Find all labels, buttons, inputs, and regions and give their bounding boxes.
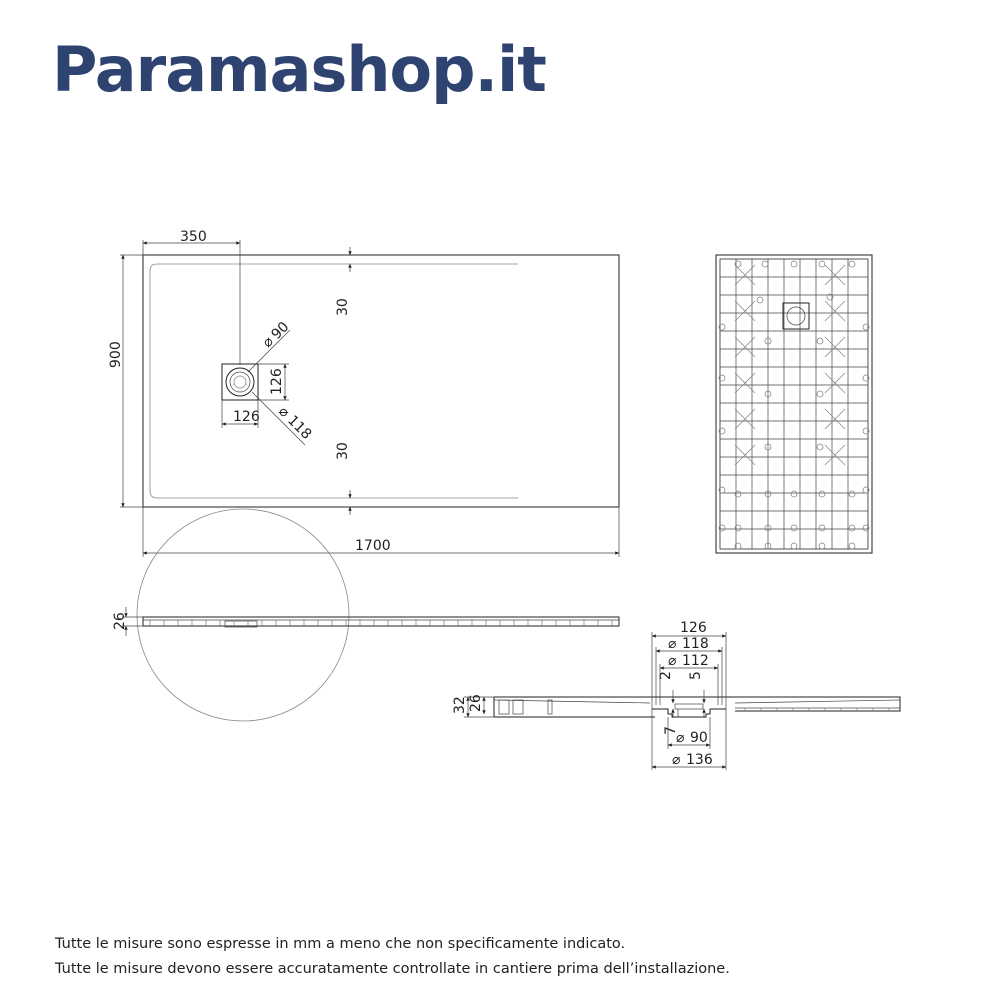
dim-detail-2: 2 [658, 671, 674, 680]
dim-detail-5: 5 [688, 671, 704, 680]
dim-thickness: 26 [112, 612, 128, 630]
side-view [112, 607, 619, 636]
top-view [108, 229, 619, 557]
dim-drain-outer: 118 [284, 412, 315, 443]
diam-symbol-90: ⌀ [259, 333, 277, 351]
dim-drain-hole: 90 [268, 318, 293, 343]
dim-detail-112: 112 [682, 653, 709, 669]
dim-detail-26: 26 [468, 694, 484, 712]
dim-length: 1700 [355, 538, 391, 554]
dim-detail-136: 136 [686, 752, 713, 768]
dim-drain-width: 126 [233, 409, 260, 425]
dim-detail-126: 126 [680, 620, 707, 636]
dim-drain-offset: 350 [180, 229, 207, 245]
diam-symbol-118: ⌀ [275, 403, 293, 421]
tray-outline [143, 255, 619, 507]
dim-detail-32: 32 [452, 696, 468, 714]
diam-symbol-d90: ⌀ [676, 730, 685, 746]
dim-detail-118: 118 [682, 636, 709, 652]
tray-inner-edge [150, 264, 518, 498]
dim-detail-7: 7 [663, 726, 679, 735]
dim-width: 900 [108, 341, 124, 368]
footer-note-1: Tutte le misure sono espresse in mm a meno che non specificamente indicato. [55, 936, 626, 952]
dim-detail-90: 90 [690, 730, 708, 746]
dim-edge-bottom: 30 [335, 442, 351, 460]
diam-symbol-d118: ⌀ [668, 636, 677, 652]
footer-notes [55, 932, 955, 982]
footer-note-2: Tutte le misure devono essere accuratamente controllate in cantiere prima dell’installazione. [55, 961, 730, 977]
diam-symbol-d136: ⌀ [672, 752, 681, 768]
detail-magnifier-circle [137, 509, 349, 721]
diam-symbol-d112: ⌀ [668, 653, 677, 669]
drain-detail-section [452, 620, 900, 770]
drain-top [222, 364, 258, 400]
bottom-view-grid [716, 255, 872, 553]
brand-logo-text: Paramashop.it [52, 33, 546, 106]
dim-edge-top: 30 [335, 298, 351, 316]
dim-drain-height: 126 [269, 368, 285, 395]
